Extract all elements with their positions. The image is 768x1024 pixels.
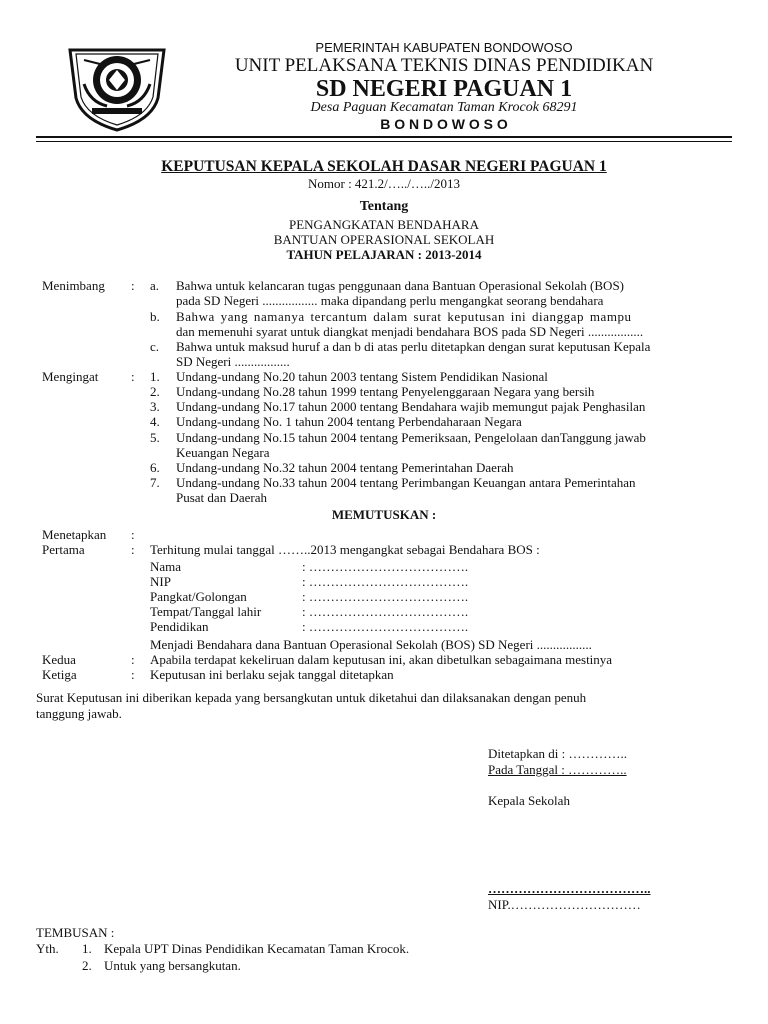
mengingat-item-5-line2: Keuangan Negara: [176, 445, 270, 460]
mengingat-item-4: Undang-undang No. 1 tahun 2004 tentang Perbendaharaan Negara: [176, 414, 522, 429]
mengingat-item-7-line2: Pusat dan Daerah: [176, 490, 267, 505]
mengingat-mark-1: 1.: [150, 369, 160, 384]
menimbang-item-b-line2: dan memenuhi syarat untuk diangkat menjadi bendahara BOS pada SD Negeri .................: [176, 324, 644, 339]
tembusan-yth: Yth.: [36, 941, 59, 956]
tembusan-mark-1: 1.: [82, 941, 92, 956]
mengingat-mark-2: 2.: [150, 384, 160, 399]
menimbang-mark-b: b.: [150, 309, 160, 324]
letterhead-school: SD NEGERI PAGUAN 1: [315, 76, 573, 102]
menimbang-label: Menimbang: [42, 278, 105, 293]
pertama-text: Terhitung mulai tanggal ……..2013 mengangkat sebagai Bendahara BOS :: [150, 542, 540, 557]
letterhead-city: B O N D O W O S O: [380, 116, 508, 132]
mengingat-item-1: Undang-undang No.20 tahun 2003 tentang Sistem Pendidikan Nasional: [176, 369, 548, 384]
ketiga-label: Ketiga: [42, 667, 77, 682]
ketiga-colon: :: [131, 667, 135, 682]
menimbang-item-c-line2: SD Negeri .................: [176, 354, 290, 369]
mengingat-colon: :: [131, 369, 135, 384]
decree-subject-1: PENGANGKATAN BENDAHARA: [289, 217, 479, 232]
field-nama-value: : ……………………………….: [302, 559, 469, 574]
mengingat-item-7-line1: Undang-undang No.33 tahun 2004 tentang Perimbangan Keuangan antara Pemerintahan: [176, 475, 636, 490]
mengingat-item-3: Undang-undang No.17 tahun 2000 tentang Bendahara wajib memungut pajak Penghasilan: [176, 399, 646, 414]
kedua-label: Kedua: [42, 652, 76, 667]
field-pendidikan-value: : ……………………………….: [302, 619, 469, 634]
signature-date: Pada Tanggal : …………..: [488, 762, 627, 777]
kedua-colon: :: [131, 652, 135, 667]
letterhead-agency: UNIT PELAKSANA TEKNIS DINAS PENDIDIKAN: [234, 55, 654, 76]
field-nip-label: NIP: [150, 574, 171, 589]
menetapkan-label: Menetapkan: [42, 527, 107, 542]
kedua-text: Apabila terdapat kekeliruan dalam keputusan ini, akan dibetulkan sebagaimana mestinya: [150, 652, 613, 667]
tembusan-item-2: Untuk yang bersangkutan.: [104, 958, 241, 973]
decree-subject-2: BANTUAN OPERASIONAL SEKOLAH: [273, 232, 495, 247]
field-pendidikan-label: Pendidikan: [150, 619, 209, 634]
field-pangkat-value: : ……………………………….: [302, 589, 469, 604]
signature-position: Kepala Sekolah: [488, 793, 570, 808]
menimbang-item-c-line1: Bahwa untuk maksud huruf a dan b di atas perlu ditetapkan dengan surat keputusan Kepala: [176, 339, 651, 354]
field-pangkat-label: Pangkat/Golongan: [150, 589, 247, 604]
pertama-label: Pertama: [42, 542, 85, 557]
decree-about: Tentang: [359, 199, 409, 214]
closing-line-2: tanggung jawab.: [36, 706, 122, 721]
closing-line-1: Surat Keputusan ini diberikan kepada yang bersangkutan untuk diketahui dan dilaksanakan dengan penuh: [36, 690, 587, 705]
mengingat-mark-5: 5.: [150, 430, 160, 445]
tembusan-item-1: Kepala UPT Dinas Pendidikan Kecamatan Taman Krocok.: [104, 941, 410, 956]
role-text: Menjadi Bendahara dana Bantuan Operasional Sekolah (BOS) SD Negeri .................: [150, 637, 592, 652]
decree-title: KEPUTUSAN KEPALA SEKOLAH DASAR NEGERI PAGUAN 1: [161, 158, 607, 175]
mengingat-mark-7: 7.: [150, 475, 160, 490]
mengingat-label: Mengingat: [42, 369, 99, 384]
field-nip-value: : ……………………………….: [302, 574, 469, 589]
mengingat-item-2: Undang-undang No.28 tahun 1999 tentang Penyelenggaraan Negara yang bersih: [176, 384, 595, 399]
signature-nip: NIP.…………………………: [488, 897, 641, 912]
signature-name: ………………………………..: [488, 881, 651, 896]
letterhead-government: PEMERINTAH KABUPATEN BONDOWOSO: [315, 40, 573, 55]
menimbang-item-a-line1: Bahwa untuk kelancaran tugas penggunaan dana Bantuan Operasional Sekolah (BOS): [176, 278, 625, 293]
tembusan-label: TEMBUSAN :: [36, 925, 115, 940]
letterhead-rule-thick: [36, 136, 732, 138]
menimbang-colon: :: [131, 278, 135, 293]
menimbang-item-b-line1: Bahwa yang namanya tercantum dalam surat keputusan ini dianggap mampu: [176, 309, 632, 324]
menimbang-mark-a: a.: [150, 278, 160, 293]
field-nama-label: Nama: [150, 559, 182, 574]
mengingat-mark-6: 6.: [150, 460, 160, 475]
menimbang-item-a-line2: pada SD Negeri ................. maka dipandang perlu mengangkat seorang bendahara: [176, 293, 604, 308]
field-ttl-value: : ……………………………….: [302, 604, 469, 619]
decree-subject-3: TAHUN PELAJARAN : 2013-2014: [286, 247, 482, 262]
menetapkan-colon: :: [131, 527, 135, 542]
mengingat-item-5-line1: Undang-undang No.15 tahun 2004 tentang Pemeriksaan, Pengelolaan danTanggung jawab: [176, 430, 646, 445]
letterhead-address: Desa Paguan Kecamatan Taman Krocok 68291: [310, 100, 578, 115]
pertama-colon: :: [131, 542, 135, 557]
decision-heading: MEMUTUSKAN :: [331, 507, 437, 522]
letterhead-rule-thin: [36, 141, 732, 142]
decree-number: Nomor : 421.2/…../…../2013: [307, 176, 461, 191]
menimbang-mark-c: c.: [150, 339, 160, 354]
mengingat-item-6: Undang-undang No.32 tahun 2004 tentang Pemerintahan Daerah: [176, 460, 514, 475]
field-ttl-label: Tempat/Tanggal lahir: [150, 604, 262, 619]
tembusan-mark-2: 2.: [82, 958, 92, 973]
signature-place: Ditetapkan di : …………..: [488, 746, 628, 761]
mengingat-mark-3: 3.: [150, 399, 160, 414]
ketiga-text: Keputusan ini berlaku sejak tanggal ditetapkan: [150, 667, 394, 682]
mengingat-mark-4: 4.: [150, 414, 160, 429]
